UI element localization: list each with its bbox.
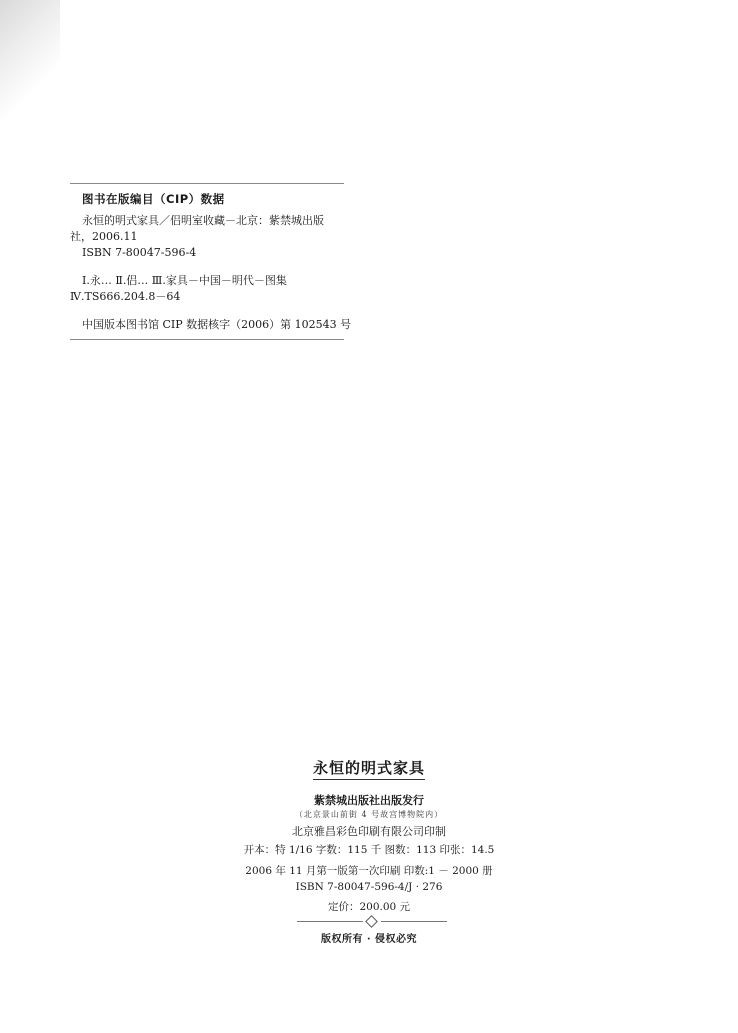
- book-title-text: 永恒的明式家具: [313, 759, 425, 780]
- cip-block: [70, 183, 352, 340]
- cip-title-line: 永恒的明式家具／侣明室收藏－北京：紫禁城出版: [82, 214, 324, 227]
- cip-subjects: Ⅰ.永… Ⅱ.侣… Ⅲ.家具－中国－明代－图集: [82, 274, 287, 287]
- book-title: [0, 757, 738, 778]
- cip-number: 中国版本图书馆 CIP 数据核字（2006）第 102543 号: [82, 318, 352, 331]
- diamond-icon: [365, 915, 378, 928]
- edition-info: 2006 年 11 月第一版第一次印刷 印数:1 － 2000 册: [245, 865, 493, 877]
- ornamental-divider: [297, 916, 447, 926]
- divider-line-right: [381, 921, 447, 922]
- publisher-address: （北京景山前街 4 号故宫博物院内）: [294, 810, 444, 819]
- book-specs: 开本：特 1/16 字数：115 千 图数：113 印张：14.5: [243, 844, 495, 856]
- price: 定价：200.00 元: [327, 901, 411, 913]
- publisher: 紫禁城出版社出版发行: [314, 794, 424, 807]
- divider-line-left: [297, 921, 363, 922]
- printer: 北京雅昌彩色印刷有限公司印制: [292, 825, 446, 838]
- isbn: ISBN 7-80047-596-4/J · 276: [295, 881, 443, 893]
- cip-title: 图书在版编目（CIP）数据: [82, 192, 225, 206]
- cip-title-line-continued: 社，2006.11: [70, 230, 138, 243]
- cip-bottom-rule: [70, 339, 344, 340]
- cip-isbn: ISBN 7-80047-596-4: [82, 246, 197, 259]
- scan-shadow: [0, 0, 60, 120]
- cip-subjects-continued: Ⅳ.TS666.204.8－64: [70, 290, 181, 303]
- copyright-notice: 版权所有 · 侵权必究: [321, 934, 417, 945]
- cip-top-rule: [70, 183, 344, 184]
